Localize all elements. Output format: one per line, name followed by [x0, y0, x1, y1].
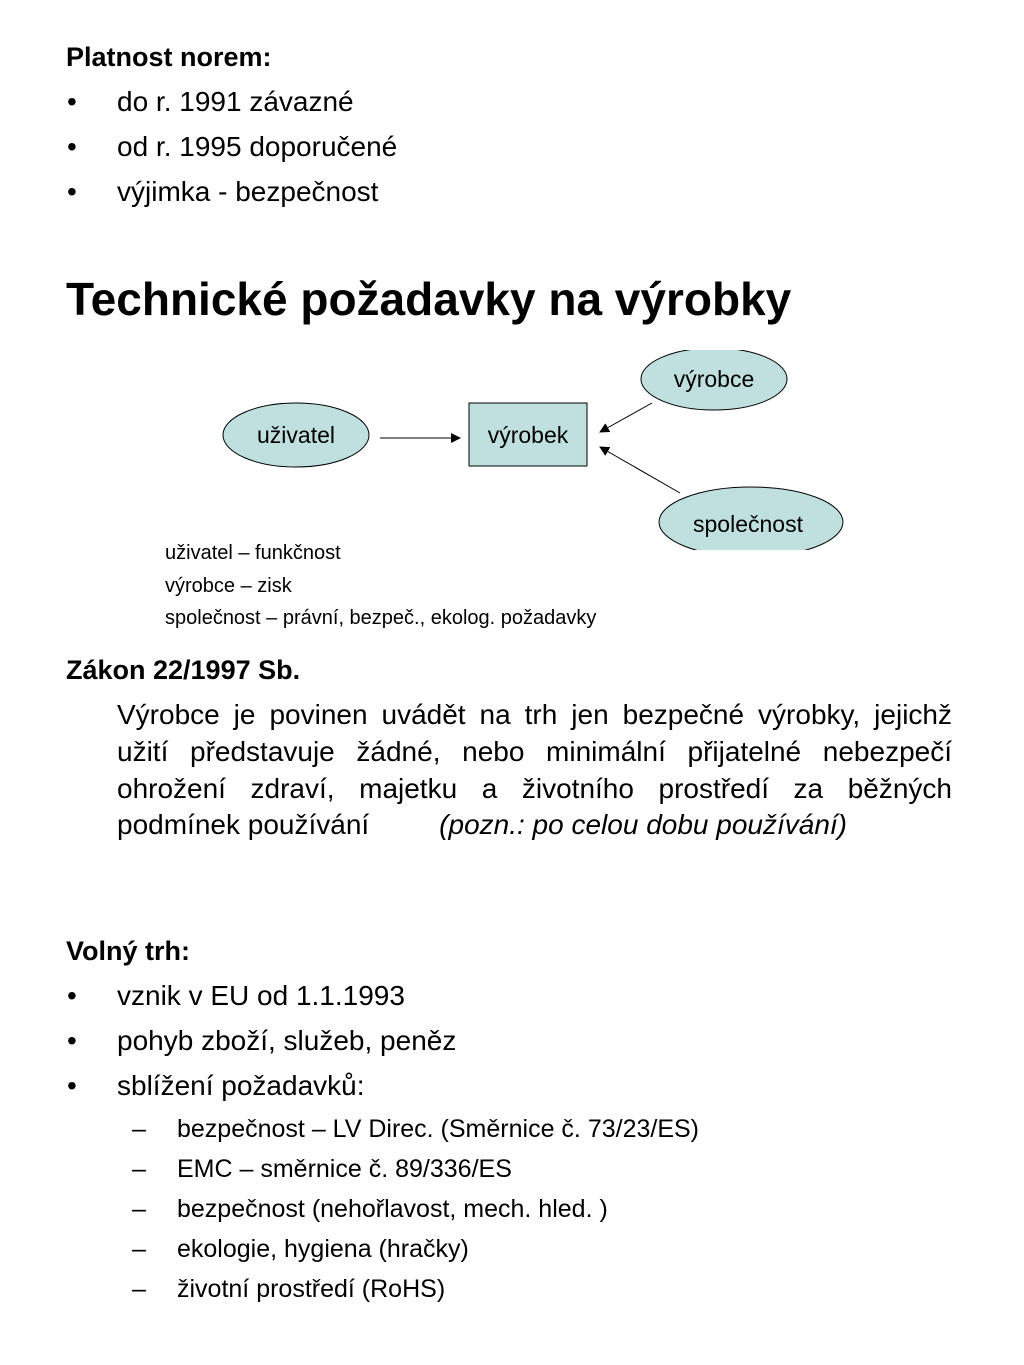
sub-item: – bezpečnost (nehořlavost, mech. hled. ) — [132, 1195, 608, 1223]
arrow-society-product — [600, 447, 680, 493]
bullet-item: • od r. 1995 doporučené — [67, 131, 398, 162]
sub-item: – bezpečnost – LV Direc. (Směrnice č. 73/23/ES) — [132, 1115, 699, 1143]
bullet-item: • výjimka - bezpečnost — [67, 176, 379, 207]
diagram-note: výrobce – zisk — [165, 575, 292, 597]
page-title: Technické požadavky na výrobky — [66, 273, 792, 325]
sub-item: – EMC – směrnice č. 89/336/ES — [132, 1155, 512, 1183]
bullet-item: • sblížení požadavků: — [67, 1070, 365, 1101]
node-product-label: výrobek — [487, 422, 569, 448]
node-maker-label: výrobce — [673, 366, 755, 392]
bullet-item: • do r. 1991 závazné — [67, 86, 354, 117]
diagram-note: společnost – právní, bezpeč., ekolog. požadavky — [165, 607, 597, 629]
sub-item: – ekologie, hygiena (hračky) — [132, 1235, 469, 1263]
sub-item: – životní prostředí (RoHS) — [132, 1275, 446, 1303]
law-heading: Zákon 22/1997 Sb. — [66, 655, 301, 685]
market-heading: Volný trh: — [66, 936, 190, 966]
diagram — [0, 350, 1024, 550]
law-text: Výrobce je povinen uvádět na trh jen bezpečné výrobky, jejichž užití představuje žádné, nebo minimální přijatelné nebezpečí ohrožení zdraví, majetku a životního prostředí za běžných podmínek používání (pozn.: po celou dobu používání) — [117, 699, 952, 841]
law-note: (pozn.: po celou dobu používání) — [439, 809, 848, 841]
arrow-maker-product — [600, 403, 652, 432]
section-heading-validity: Platnost norem: — [66, 42, 272, 72]
bullet-item: • vznik v EU od 1.1.1993 — [67, 980, 405, 1011]
diagram-note: uživatel – funkčnost — [165, 542, 341, 564]
node-user-label: uživatel — [257, 422, 335, 448]
bullet-item: • pohyb zboží, služeb, peněz — [67, 1025, 457, 1056]
node-society-label: společnost — [693, 511, 803, 537]
